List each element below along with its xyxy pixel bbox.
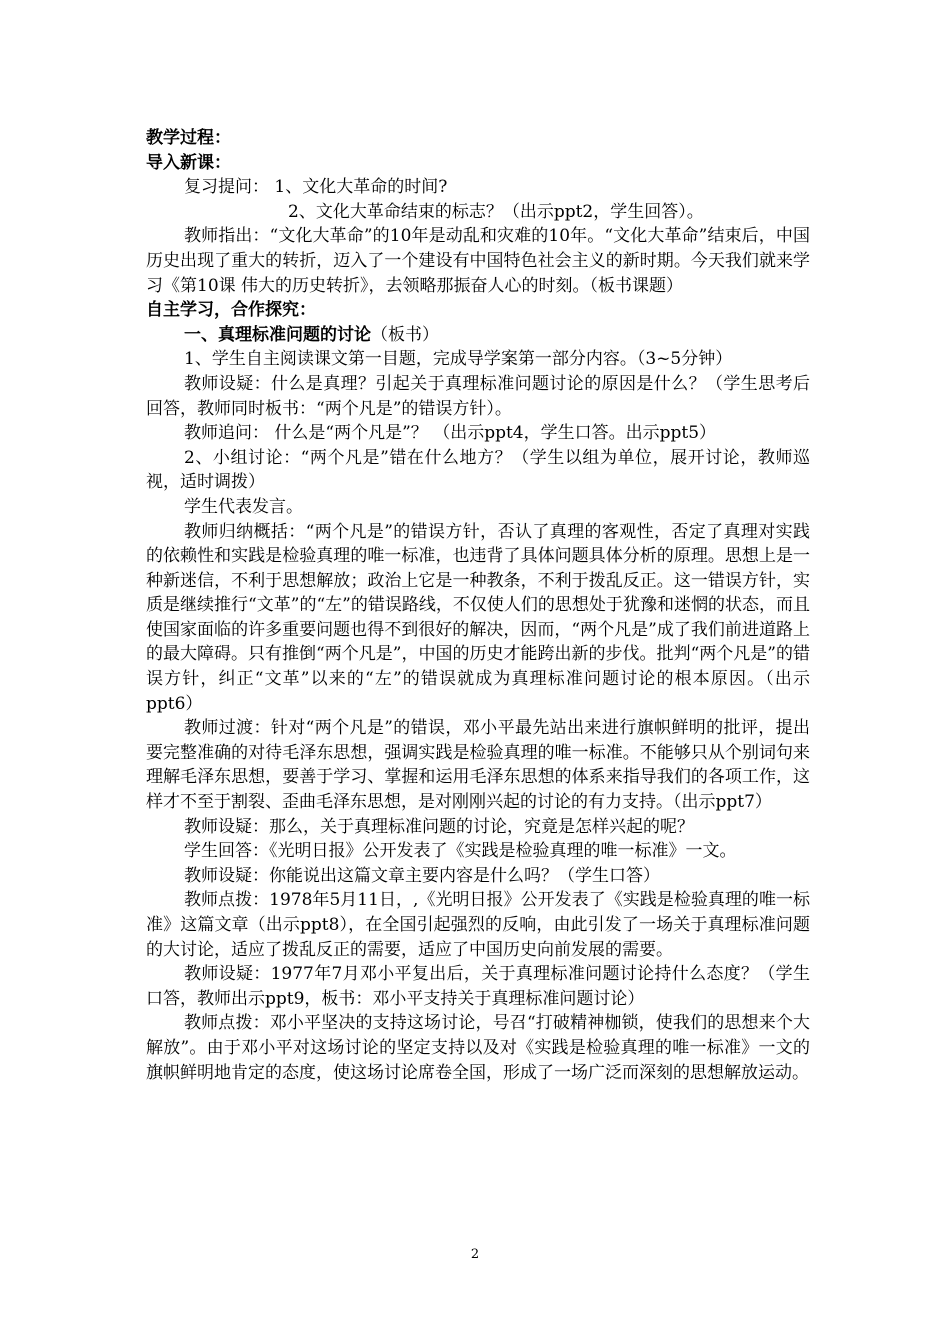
paragraph-student-speak: 学生代表发言。 bbox=[184, 496, 303, 517]
section-1-title: 一、真理标准问题的讨论 bbox=[184, 324, 371, 345]
section-1-note: （板书） bbox=[371, 324, 439, 345]
document-body bbox=[146, 126, 810, 1085]
heading-intro: 导入新课： bbox=[146, 152, 231, 173]
review-question-2: 2、文化大革命结束的标志？（出示ppt2，学生回答）。 bbox=[288, 201, 704, 222]
review-question-1: 复习提问： 1、文化大革命的时间? bbox=[184, 177, 448, 198]
section-1-heading bbox=[146, 323, 810, 348]
paragraph-summary: 教师归纳概括：“两个凡是”的错误方针，否认了真理的客观性，否定了真理对实践的依赖性和实践是检验真理的唯一标准，也违背了具体问题具体分析的原理。思想上是一种新迷信，不利于思想解放；政治上它是一种教条，不利于拨乱反正。这一错误方针，实质是继续推行“文革”的“左”的错误路线，不仅使人们的思想处于犹豫和迷惘的状态，而且使国家面临的许多重要问题也得不到很好的解决，因而，“两个凡是”成了我们前进道路上的最大障碍。只有推倒“两个凡是”，中国的历史才能跨出新的步伐。批判“两个凡是”的错误方针，纠正“文革”以来的“左”的错误就成为真理标准问题讨论的根本原因。（出示ppt6） bbox=[146, 521, 810, 714]
heading-self-study: 自主学习，合作探究： bbox=[146, 300, 316, 321]
paragraph-question-main-content: 教师设疑：你能说出这篇文章主要内容是什么吗？（学生口答） bbox=[184, 865, 660, 886]
heading-teaching-process: 教学过程： bbox=[146, 128, 231, 148]
paragraph-step-1: 1、学生自主阅读课文第一目题，完成导学案第一部分内容。（3~5分钟） bbox=[184, 349, 733, 370]
paragraph-question-how-arise: 教师设疑：那么，关于真理标准问题的讨论，究竟是怎样兴起的呢？ bbox=[184, 816, 694, 837]
paragraph-hint-deng: 教师点拨：邓小平坚决的支持这场讨论，号召“打破精神枷锁，使我们的思想来个大解放”。由于邓小平对这场讨论的坚定支持以及对《实践是检验真理的唯一标准》一文的旗帜鲜明地肯定的态度，使这场讨论席卷全国，形成了一场广泛而深刻的思想解放运动。 bbox=[146, 1013, 810, 1083]
paragraph-teacher-intro: 教师指出：“文化大革命”的10年是动乱和灾难的10年。“文化大革命”结束后，中国历史出现了重大的转折，迈入了一个建设有中国特色社会主义的新时期。今天我们就来学习《第10课 伟大的历史转折》，去领略那振奋人心的时刻。（板书课题） bbox=[146, 226, 810, 296]
paragraph-student-answer: 学生回答：《光明日报》公开发表了《实践是检验真理的唯一标准》一文。 bbox=[184, 841, 737, 862]
paragraph-hint-1978: 教师点拨：1978年5月11日，,《光明日报》公开发表了《实践是检验真理的唯一标准》这篇文章（出示ppt8），在全国引起强烈的反响，由此引发了一场关于真理标准问题的大讨论，适应了拨乱反正的需要，适应了中国历史向前发展的需要。 bbox=[146, 890, 810, 960]
paragraph-transition: 教师过渡：针对“两个凡是”的错误，邓小平最先站出来进行旗帜鲜明的批评，提出要完整准确的对待毛泽东思想，强调实践是检验真理的唯一标准。不能够只从个别词句来理解毛泽东思想，要善于学习、掌握和运用毛泽东思想的体系来指导我们的各项工作，这样才不至于割裂、歪曲毛泽东思想，是对刚刚兴起的讨论的有力支持。（出示ppt7） bbox=[146, 718, 810, 813]
paragraph-step-2: 2、小组讨论：“两个凡是”错在什么地方？（学生以组为单位，展开讨论，教师巡视，适时调拨） bbox=[146, 447, 810, 493]
paragraph-question-two-whatevers: 教师追问： 什么是“两个凡是”？ （出示ppt4，学生口答。出示ppt5） bbox=[184, 423, 717, 444]
paragraph-question-deng-attitude: 教师设疑：1977年7月邓小平复出后，关于真理标准问题讨论持什么态度？（学生口答，教师出示ppt9，板书：邓小平支持关于真理标准问题讨论） bbox=[146, 964, 810, 1009]
paragraph-question-truth: 教师设疑：什么是真理？引起关于真理标准问题讨论的原因是什么？（学生思考后回答，教师同时板书：“两个凡是”的错误方针）。 bbox=[146, 373, 810, 419]
page-number: 2 bbox=[470, 1247, 480, 1262]
